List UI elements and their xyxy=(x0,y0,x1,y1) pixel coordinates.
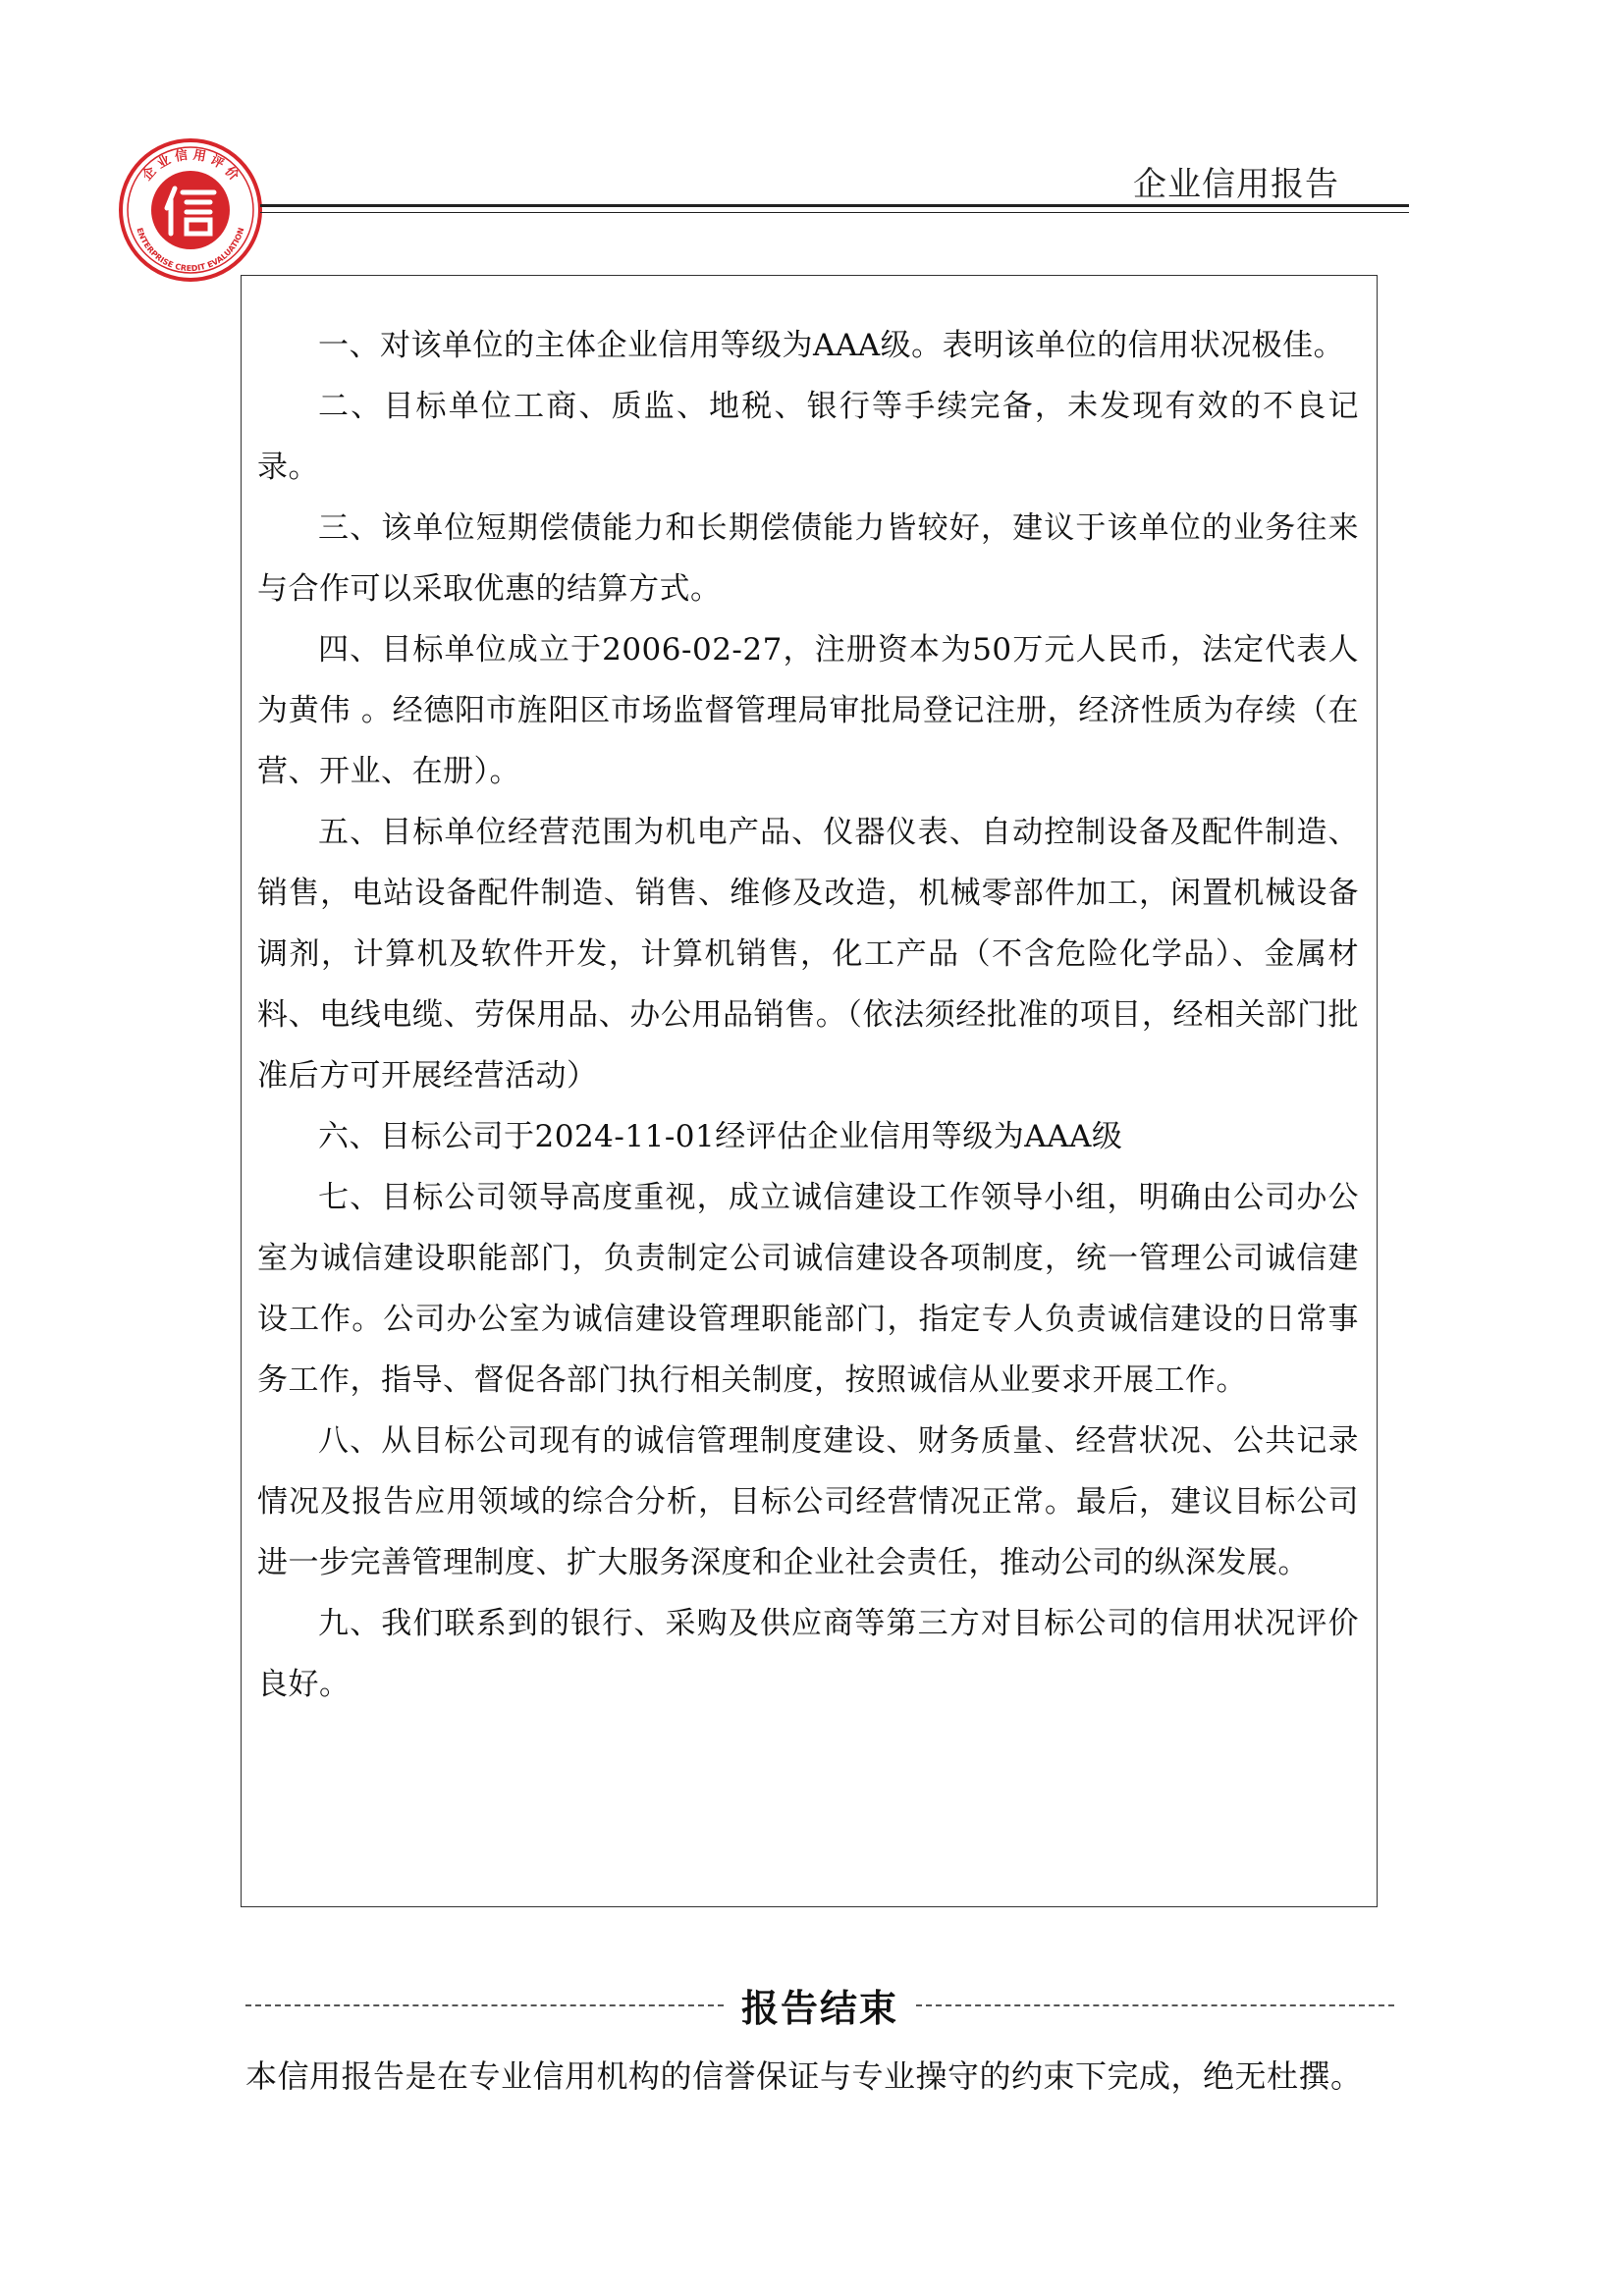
conclusion-item-9: 九、我们联系到的银行、采购及供应商等第三方对目标公司的信用状况评价良好。 xyxy=(257,1606,1359,1702)
report-header-title: 企业信用报告 xyxy=(1133,165,1339,204)
dashed-rule-left xyxy=(245,2004,724,2006)
header-rule-thick xyxy=(260,204,1409,207)
report-end-title: 报告结束 xyxy=(741,1987,899,2030)
conclusion-item-4: 四、目标单位成立于2006-02-27，注册资本为50万元人民币，法定代表人为黄伟 。经德阳市旌阳区市场监督管理局审批局登记注册，经济性质为存续（在营、开业、在册）。 xyxy=(257,632,1359,789)
enterprise-credit-logo xyxy=(118,137,263,283)
conclusion-item-2: 二、目标单位工商、质监、地税、银行等手续完备，未发现有效的不良记录。 xyxy=(257,389,1359,485)
header-rule-thin xyxy=(260,212,1409,213)
svg-text:ENTERPRISE CREDIT EVALUATION: ENTERPRISE CREDIT EVALUATION xyxy=(135,226,246,274)
conclusion-item-5: 五、目标单位经营范围为机电产品、仪器仪表、自动控制设备及配件制造、销售，电站设备配件制造、销售、维修及改造，机械零部件加工，闲置机械设备调剂，计算机及软件开发，计算机销售，化工产品（不含危险化学品）、金属材料、电线电缆、劳保用品、办公用品销售。（依法须经批准的项目，经相关部门批准后方可开展经营活动） xyxy=(257,815,1359,1094)
conclusion-item-8: 八、从目标公司现有的诚信管理制度建设、财务质量、经营状况、公共记录情况及报告应用领域的综合分析，目标公司经营情况正常。最后，建议目标公司进一步完善管理制度、扩大服务深度和企业社会责任，推动公司的纵深发展。 xyxy=(257,1423,1359,1580)
dashed-rule-right xyxy=(916,2004,1394,2006)
report-disclaimer: 本信用报告是在专业信用机构的信誉保证与专业操守的约束下完成，绝无杜撰。 xyxy=(245,2057,1363,2095)
conclusion-item-3: 三、该单位短期偿债能力和长期偿债能力皆较好，建议于该单位的业务往来与合作可以采取优惠的结算方式。 xyxy=(257,510,1359,607)
conclusion-item-7: 七、目标公司领导高度重视，成立诚信建设工作领导小组，明确由公司办公室为诚信建设职能部门，负责制定公司诚信建设各项制度，统一管理公司诚信建设工作。公司办公室为诚信建设管理职能部门，指定专人负责诚信建设的日常事务工作，指导、督促各部门执行相关制度，按照诚信从业要求开展工作。 xyxy=(257,1180,1359,1398)
conclusion-item-1: 一、对该单位的主体企业信用等级为AAA级。表明该单位的信用状况极佳。 xyxy=(318,328,1345,363)
svg-text:企 业 信 用 评 价: 企 业 信 用 评 价 xyxy=(139,147,242,185)
conclusion-box xyxy=(241,275,1378,1907)
conclusion-item-6: 六、目标公司于2024-11-01经评估企业信用等级为AAA级 xyxy=(318,1119,1123,1154)
report-end-divider xyxy=(245,1978,1394,2032)
